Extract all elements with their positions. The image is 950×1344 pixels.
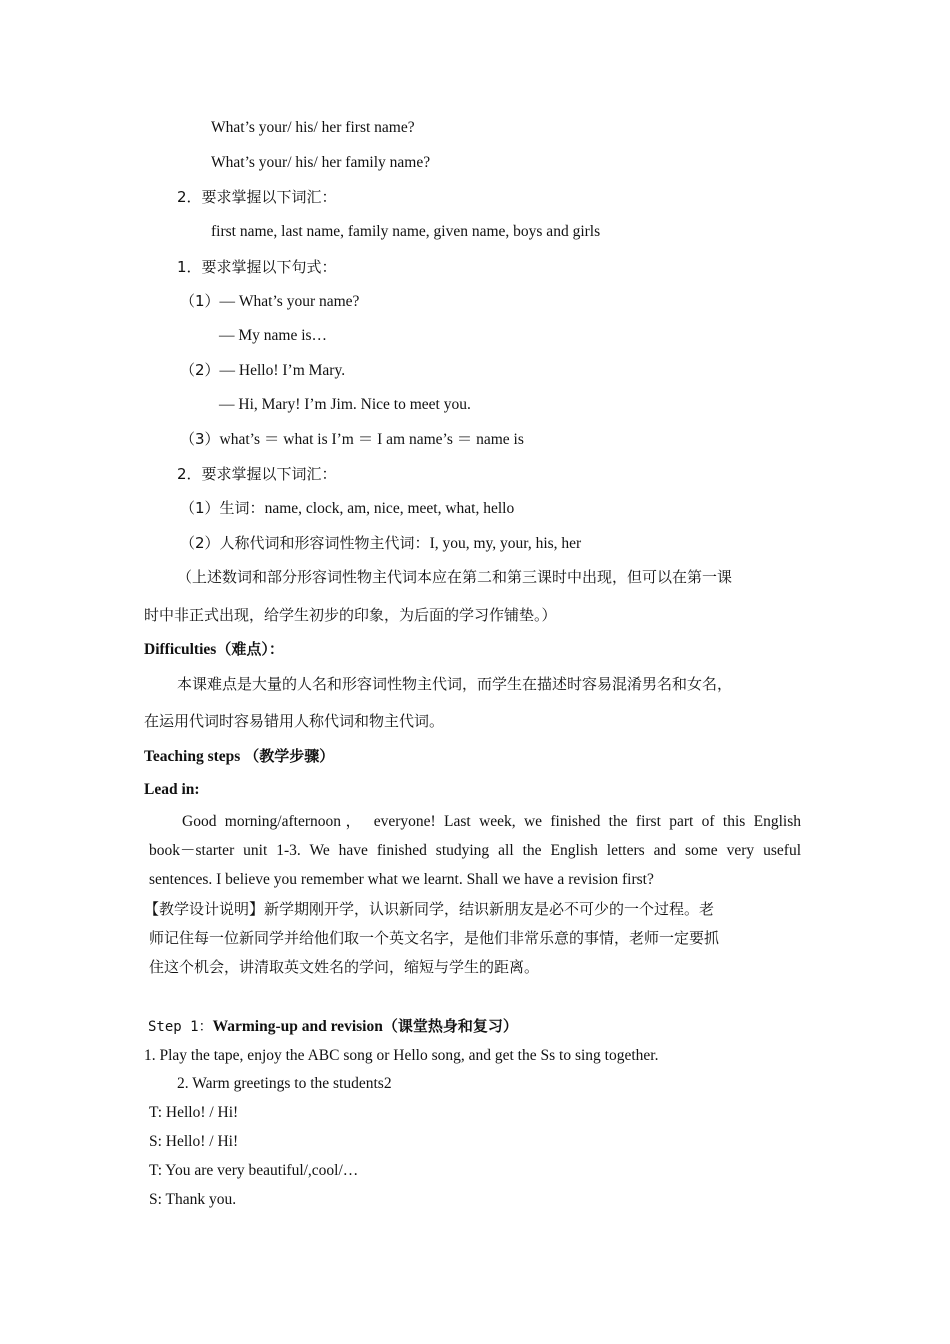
sentence-2-answer: — Hi, Mary! I’m Jim. Nice to meet you. [219,396,471,413]
step-1-item-2: 2. Warm greetings to the students2 [177,1075,392,1092]
lead-in-line-2: book－starter unit 1-3. We have finished studying all the English letters and some very useful [149,842,801,859]
sentence-1-line [180,291,359,312]
new-words-label: 生词： [219,499,265,517]
vocab-heading-b: 2．要求掌握以下词汇： [177,465,337,483]
pronouns-label: 人称代词和形容词性物主代词： [219,534,430,552]
sentence-3-contractions: what’s ＝ what is I’m ＝ I am name’s ＝ name is [219,431,524,448]
lead-in-line-1: Good morning/afternoon， everyone! Last week, we finished the first part of this English [182,813,801,830]
sentence-2-line [180,360,345,381]
pronouns-line [180,533,581,554]
sentence-2-number: （2） [180,361,220,379]
step-1-label: Step 1： [148,1019,213,1035]
new-words-number: （1） [180,499,220,517]
vocab-heading-a: 2．要求掌握以下词汇： [177,188,337,206]
step-1-title-cn: （课堂热身和复习） [382,1017,518,1035]
sentence-3-number: （3） [180,430,220,448]
sentence-3-line [180,429,524,450]
step-1-heading [148,1016,518,1037]
dialogue-line-1: T: Hello! / Hi! [149,1104,239,1121]
step-1-title-en: Warming-up and revision [212,1018,383,1035]
dialogue-line-4: S: Thank you. [149,1191,237,1208]
note-line-2: 时中非正式出现，给学生初步的印象，为后面的学习作铺垫。） [144,606,557,624]
sentence-1-answer: — My name is… [219,327,328,344]
note-line-1: （上述数词和部分形容词性物主代词本应在第二和第三课时中出现，但可以在第一课 [177,568,733,586]
lead-in-line-3: sentences. I believe you remember what we learnt. Shall we have a revision first? [149,871,654,888]
teaching-steps-heading [144,746,334,767]
design-note-line-2: 师记住每一位新同学并给他们取一个英文名字，是他们非常乐意的事情，老师一定要抓 [149,929,720,947]
difficulties-heading [144,639,284,660]
sentence-heading: 1．要求掌握以下句式： [177,258,337,276]
design-note-line-1: 【教学设计说明】新学期刚开学，认识新同学，结识新朋友是必不可少的一个过程。老 [144,900,715,918]
step-1-item-1: 1. Play the tape, enjoy the ABC song or Hello song, and get the Ss to sing together. [144,1047,659,1064]
question-family-name: What’s your/ his/ her family name? [211,154,431,171]
dialogue-line-3: T: You are very beautiful/,cool/… [149,1162,359,1179]
question-first-name: What’s your/ his/ her first name? [211,119,415,136]
pronouns-list: I, you, my, your, his, her [429,535,582,552]
pronouns-number: （2） [180,534,220,552]
dialogue-line-2: S: Hello! / Hi! [149,1133,239,1150]
difficulties-line-2: 在运用代词时容易错用人称代词和物主代词。 [144,712,445,730]
new-words-line [180,498,514,519]
difficulties-heading-en: Difficulties [144,641,217,658]
lead-in-heading: Lead in: [144,781,200,798]
sentence-2-question: — Hello! I’m Mary. [219,362,346,379]
sentence-1-question: — What’s your name? [219,293,360,310]
teaching-steps-heading-cn: （教学步骤） [244,747,335,765]
vocab-list-a: first name, last name, family name, given name, boys and girls [211,223,601,240]
difficulties-heading-cn: （难点）： [216,640,284,658]
design-note-line-3: 住这个机会，讲清取英文姓名的学问，缩短与学生的距离。 [149,958,540,976]
new-words-list: name, clock, am, nice, meet, what, hello [264,500,515,517]
sentence-1-number: （1） [180,292,220,310]
teaching-steps-heading-en: Teaching steps [144,748,245,765]
difficulties-line-1: 本课难点是大量的人名和形容词性物主代词，而学生在描述时容易混淆男名和女名， [177,675,733,693]
